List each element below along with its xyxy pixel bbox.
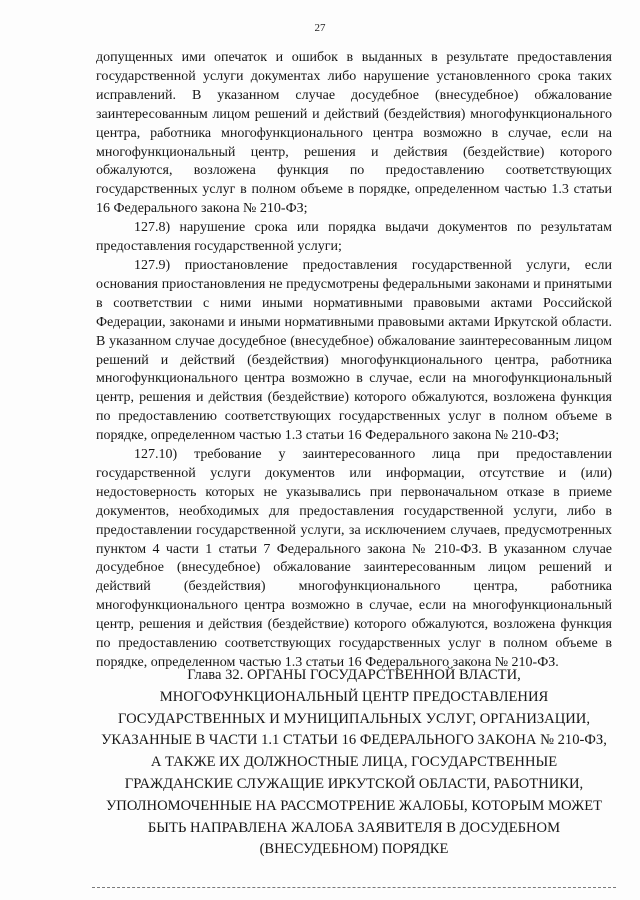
paragraph-127-9: 127.9) приостановление предоставления государственной услуги, если основания приостановления не предусмотрены федеральными законами и принятыми в соответствии с ними иными нормативными правовыми актами Российской Федерации, законами и иными нормативными правовыми актами Иркутской области. В указанном случае досудебное (внесудебное) обжалование заинтересованным лицом решений и действий (бездействия) многофункционального центра, работника многофункционального центра возможно в случае, если на многофункциональный центр, решения и действия (бездействие) которого обжалуются, возложена функция по предоставлению соответствующих государственных услуг в полном объеме в порядке, определенном частью 1.3 статьи 16 Федерального закона № 210-ФЗ; xyxy=(96,257,612,444)
footer-divider xyxy=(92,887,616,888)
paragraph-continuation: допущенных ими опечаток и ошибок в выданных в результате предоставления государственной услуги документах либо нарушение установленного срока таких исправлений. В указанном случае досудебное (внесудебное) обжалование заинтересованным лицом решений и действий (бездействия) многофункционального центра, работника многофункционального центра возможно в случае, если на многофункциональный центр, решения и действия (бездействие) которого обжалуются, возложена функция по предоставлению соответствующих государственных услуг в полном объеме в порядке, определенном частью 1.3 статьи 16 Федерального закона № 210-ФЗ; xyxy=(96,50,612,217)
page-number: 27 xyxy=(314,22,326,34)
chapter-heading: Глава 32. ОРГАНЫ ГОСУДАРСТВЕННОЙ ВЛАСТИ, МНОГОФУНКЦИОНАЛЬНЫЙ ЦЕНТР ПРЕДОСТАВЛЕНИЯ ГОСУДАРСТВЕННЫХ И МУНИЦИПАЛЬНЫХ УСЛУГ, ОРГАНИЗАЦИИ, УКАЗАННЫЕ В ЧАСТИ 1.1 СТАТЬИ 16 ФЕДЕРАЛЬНОГО ЗАКОНА № 210-ФЗ, А ТАКЖЕ ИХ ДОЛЖНОСТНЫЕ ЛИЦА, ГОСУДАРСТВЕННЫЕ ГРАЖДАНСКИЕ СЛУЖАЩИЕ ИРКУТСКОЙ ОБЛАСТИ, РАБОТНИКИ, УПОЛНОМОЧЕННЫЕ НА РАССМОТРЕНИЕ ЖАЛОБЫ, КОТОРЫМ МОЖЕТ БЫТЬ НАПРАВЛЕНА ЖАЛОБА ЗАЯВИТЕЛЯ В ДОСУДЕБНОМ (ВНЕСУДЕБНОМ) ПОРЯДКЕ xyxy=(101,667,607,858)
paragraph-127-8: 127.8) нарушение срока или порядка выдачи документов по результатам предоставления государственной услуги; xyxy=(96,220,612,255)
document-body xyxy=(96,49,612,673)
paragraph-127-10: 127.10) требование у заинтересованного лица при предоставлении государственной услуги документов или информации, отсутствие и (или) недостоверность которых не указывались при первоначальном отказе в приеме документов, необходимых для предоставления государственной услуги, либо в предоставлении государственной услуги, за исключением случаев, предусмотренных пунктом 4 части 1 статьи 7 Федерального закона № 210-ФЗ. В указанном случае досудебное (внесудебное) обжалование заинтересованным лицом решений и действий (бездействия) многофункционального центра, работника многофункционального центра возможно в случае, если на многофункциональный центр, решения и действия (бездействие) которого обжалуются, возложена функция по предоставлению соответствующих государственных услуг в полном объеме в порядке, определенном частью 1.3 статьи 16 Федерального закона № 210-ФЗ. xyxy=(96,447,612,670)
